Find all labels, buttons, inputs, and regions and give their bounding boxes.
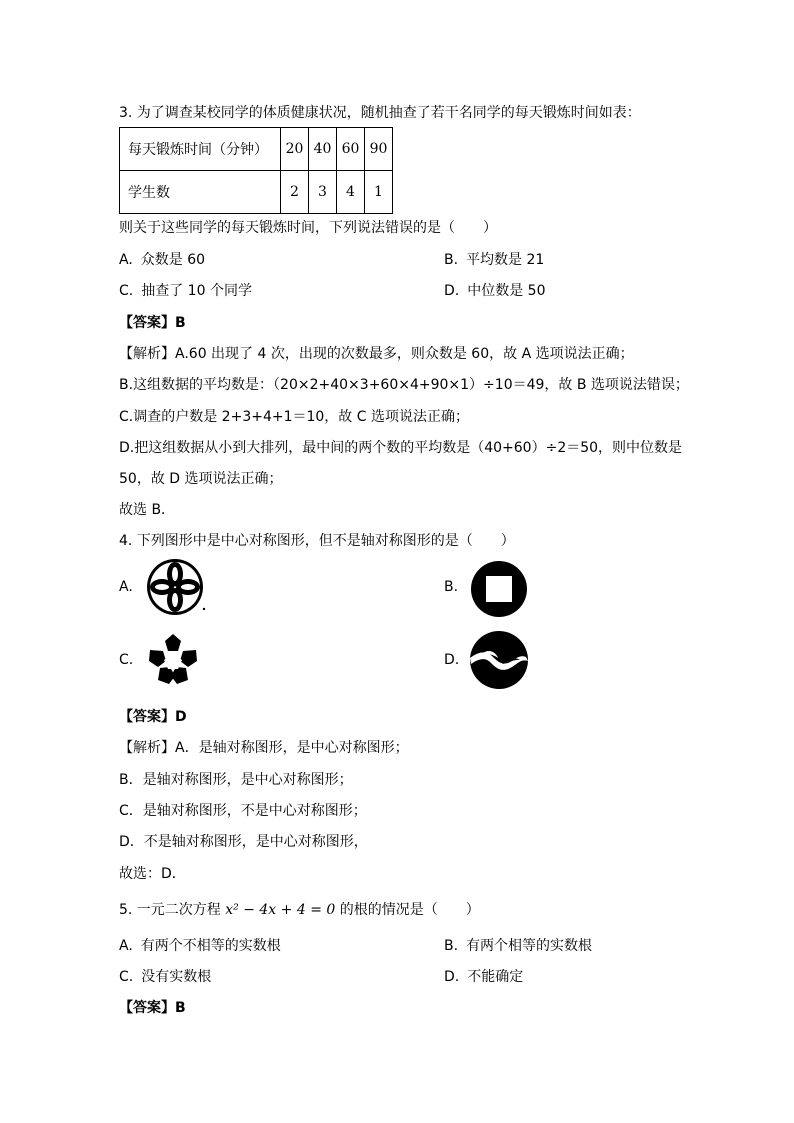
q5-option-a xyxy=(119,937,281,955)
option-text: 不能确定 xyxy=(467,969,524,985)
table-cell: 90 xyxy=(365,128,393,171)
q5-option-b xyxy=(444,937,592,955)
q5-stem-prefix: 5. 一元二次方程 xyxy=(119,902,226,918)
table-cell: 3 xyxy=(309,171,337,214)
four-petal-circle-icon xyxy=(145,557,207,617)
option-text: 中位数是 50 xyxy=(467,283,546,299)
option-label: C. xyxy=(119,283,134,299)
q3-analysis-line: 50，故 D 选项说法正确； xyxy=(119,471,283,487)
option-text: 没有实数根 xyxy=(141,969,212,985)
option-label: D. xyxy=(444,283,460,299)
table-cell: 1 xyxy=(365,171,393,214)
option-label: D. xyxy=(444,969,460,985)
q4-option-d-label: D. xyxy=(444,652,460,668)
q4-option-c-label: C. xyxy=(119,652,134,668)
q3-analysis-line: 【解析】A.60 出现了 4 次，出现的次数最多，则众数是 60，故 A 选项说法正确； xyxy=(119,346,634,362)
option-label: A. xyxy=(119,252,133,268)
option-text: 众数是 60 xyxy=(140,252,206,268)
q3-data-table xyxy=(119,127,393,214)
q4-analysis-line: 【解析】A．是轴对称图形，是中心对称图形； xyxy=(119,740,409,756)
q3-option-d xyxy=(444,282,546,300)
table-cell: 4 xyxy=(337,171,365,214)
q4-analysis-line: 故选：D． xyxy=(119,866,186,882)
table-cell: 40 xyxy=(309,128,337,171)
q3-question: 则关于这些同学的每天锻炼时间，下列说法错误的是（ ） xyxy=(119,220,497,236)
q5-option-c xyxy=(119,968,211,986)
q3-analysis-line: D.把这组数据从小到大排列，最中间的两个数的平均数是（40+60）÷2＝50，则中位数是 xyxy=(119,440,683,456)
q3-option-c xyxy=(119,282,252,300)
q4-analysis-line: D．不是轴对称图形，是中心对称图形， xyxy=(119,834,368,850)
q3-answer: 【答案】B xyxy=(119,315,186,331)
option-text: 平均数是 21 xyxy=(466,252,545,268)
table-header-students: 学生数 xyxy=(120,171,281,214)
table-header-time: 每天锻炼时间（分钟） xyxy=(120,128,281,171)
q3-stem: 3. 为了调查某校同学的体质健康状况，随机抽查了若干名同学的每天锻炼时间如表： xyxy=(119,105,641,121)
q5-stem xyxy=(119,901,480,919)
option-label: B. xyxy=(444,938,459,954)
option-label: B. xyxy=(444,252,459,268)
option-label: A. xyxy=(119,938,133,954)
q5-stem-suffix: 的根的情况是（ ） xyxy=(335,902,480,918)
option-text: 有两个不相等的实数根 xyxy=(140,938,281,954)
option-text: 有两个相等的实数根 xyxy=(466,938,593,954)
q4-option-a-label: A. xyxy=(119,579,133,595)
q5-option-d xyxy=(444,968,523,986)
q3-option-a xyxy=(119,251,205,269)
q4-analysis-line: B．是轴对称图形，是中心对称图形； xyxy=(119,772,353,788)
q5-equation: x² − 4x + 4 = 0 xyxy=(225,902,336,918)
q4-analysis-line: C．是轴对称图形，不是中心对称图形； xyxy=(119,803,367,819)
q5-answer: 【答案】B xyxy=(119,1000,186,1016)
q4-stem: 4. 下列图形中是中心对称图形，但不是轴对称图形的是（ ） xyxy=(119,533,515,549)
q4-option-b-label: B. xyxy=(444,579,459,595)
option-text: 抽查了 10 个同学 xyxy=(141,283,252,299)
pentagon-flower-icon xyxy=(144,632,202,688)
q4-answer: 【答案】D xyxy=(119,709,187,725)
table-cell: 20 xyxy=(281,128,309,171)
q3-option-b xyxy=(444,251,544,269)
q3-analysis-line: B.这组数据的平均数是：（20×2+40×3+60×4+90×1）÷10＝49，故 B 选项说法错误； xyxy=(119,377,689,393)
q3-analysis-line: 故选 B． xyxy=(119,502,176,518)
q3-analysis-line: C.调查的户数是 2+3+4+1＝10，故 C 选项说法正确； xyxy=(119,409,469,425)
square-in-circle-icon xyxy=(470,560,528,618)
option-label: C. xyxy=(119,969,134,985)
table-cell: 2 xyxy=(281,171,309,214)
table-cell: 60 xyxy=(337,128,365,171)
wave-circle-icon xyxy=(468,630,530,690)
